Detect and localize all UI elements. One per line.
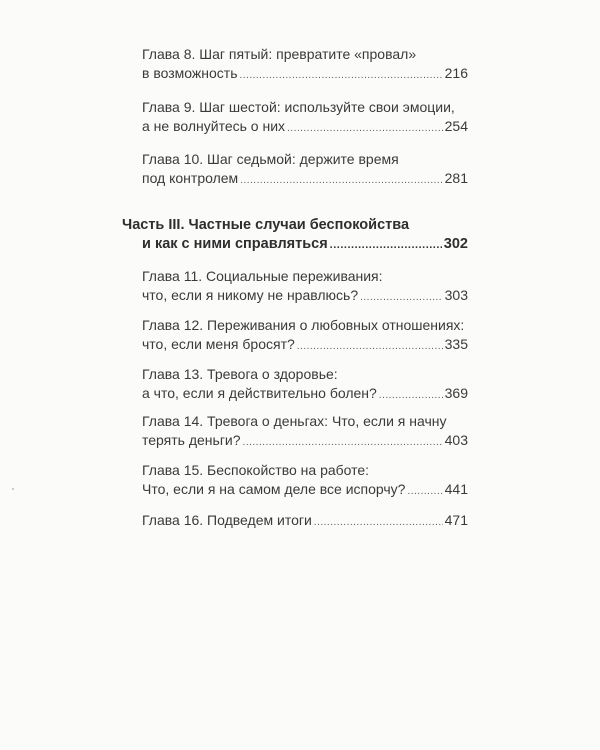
toc-entry-title: Глава 8. Шаг пятый: превратите «провал» — [142, 46, 417, 62]
toc-entry-title: Глава 11. Социальные переживания: — [142, 268, 383, 284]
toc-entry-title: Глава 12. Переживания о любовных отношениях: — [142, 317, 465, 333]
dot-leader — [240, 66, 443, 85]
toc-entry-title-continued: что, если меня бросят? — [142, 336, 295, 352]
toc-entry-leader — [142, 431, 468, 452]
toc-entry-title-continued: а что, если я действительно болен? — [142, 385, 377, 401]
toc-entry-chapter-10 — [142, 150, 468, 190]
toc-entry-leader — [122, 235, 468, 255]
toc-entry-chapter-15 — [142, 461, 468, 501]
dot-leader — [287, 119, 443, 138]
dot-leader — [407, 482, 442, 501]
toc-entry-title: Глава 14. Тревога о деньгах: Что, если я начну — [142, 413, 447, 429]
toc-entry-leader — [142, 286, 468, 307]
page-number: 471 — [444, 512, 468, 528]
dot-leader — [314, 513, 443, 532]
toc-entry-chapter-12 — [142, 316, 468, 356]
toc-entry-chapter-13 — [142, 365, 468, 405]
toc-entry-title-continued: терять деньги? — [142, 432, 241, 448]
toc-entry-chapter-9 — [142, 98, 468, 138]
toc-entry-leader — [142, 169, 468, 190]
toc-entry-chapter-16 — [142, 511, 468, 532]
page-number: 369 — [444, 385, 468, 401]
page-speck — [12, 488, 14, 490]
toc-entry-title: Глава 15. Беспокойство на работе: — [142, 462, 370, 478]
toc-entry-part-3 — [122, 216, 468, 255]
toc-entry-title-continued: под контролем — [142, 170, 239, 186]
toc-entry-title-continued: а не волнуйтесь о них — [142, 118, 286, 134]
page-number: 302 — [443, 236, 468, 252]
dot-leader — [240, 171, 442, 190]
page-number: 303 — [444, 287, 468, 303]
page-number: 403 — [444, 432, 468, 448]
toc-entry-title: Глава 10. Шаг седьмой: держите время — [142, 151, 399, 167]
dot-leader — [330, 236, 442, 255]
page-number: 441 — [444, 481, 468, 497]
dot-leader — [360, 288, 443, 307]
dot-leader — [243, 433, 443, 452]
dot-leader — [297, 337, 443, 356]
toc-entry-leader — [142, 64, 468, 85]
toc-entry-leader — [142, 384, 468, 405]
toc-entry-title-continued: в возможность — [142, 65, 238, 81]
page-number: 254 — [444, 118, 468, 134]
part-title: Часть III. Частные случаи беспокойства — [122, 217, 410, 233]
toc-entry-chapter-14 — [142, 412, 468, 452]
part-title-continued: и как с ними справляться — [142, 236, 328, 252]
toc-entry-leader — [142, 335, 468, 356]
toc-entry-chapter-11 — [142, 267, 468, 307]
toc-entry-leader — [142, 511, 468, 532]
toc-entry-leader — [142, 117, 468, 138]
dot-leader — [379, 386, 443, 405]
toc-entry-leader — [142, 480, 468, 501]
toc-entry-title-continued: что, если я никому не нравлюсь? — [142, 287, 359, 303]
toc-entry-title: Глава 13. Тревога о здоровье: — [142, 366, 338, 382]
toc-entry-title: Глава 16. Подведем итоги — [142, 512, 312, 528]
toc-entry-chapter-8 — [142, 45, 468, 85]
toc-entry-title: Глава 9. Шаг шестой: используйте свои эмоции, — [142, 99, 455, 115]
page-number: 335 — [444, 336, 468, 352]
page-number: 281 — [444, 170, 468, 186]
page-number: 216 — [444, 65, 468, 81]
toc-entry-title-continued: Что, если я на самом деле все испорчу? — [142, 481, 406, 497]
